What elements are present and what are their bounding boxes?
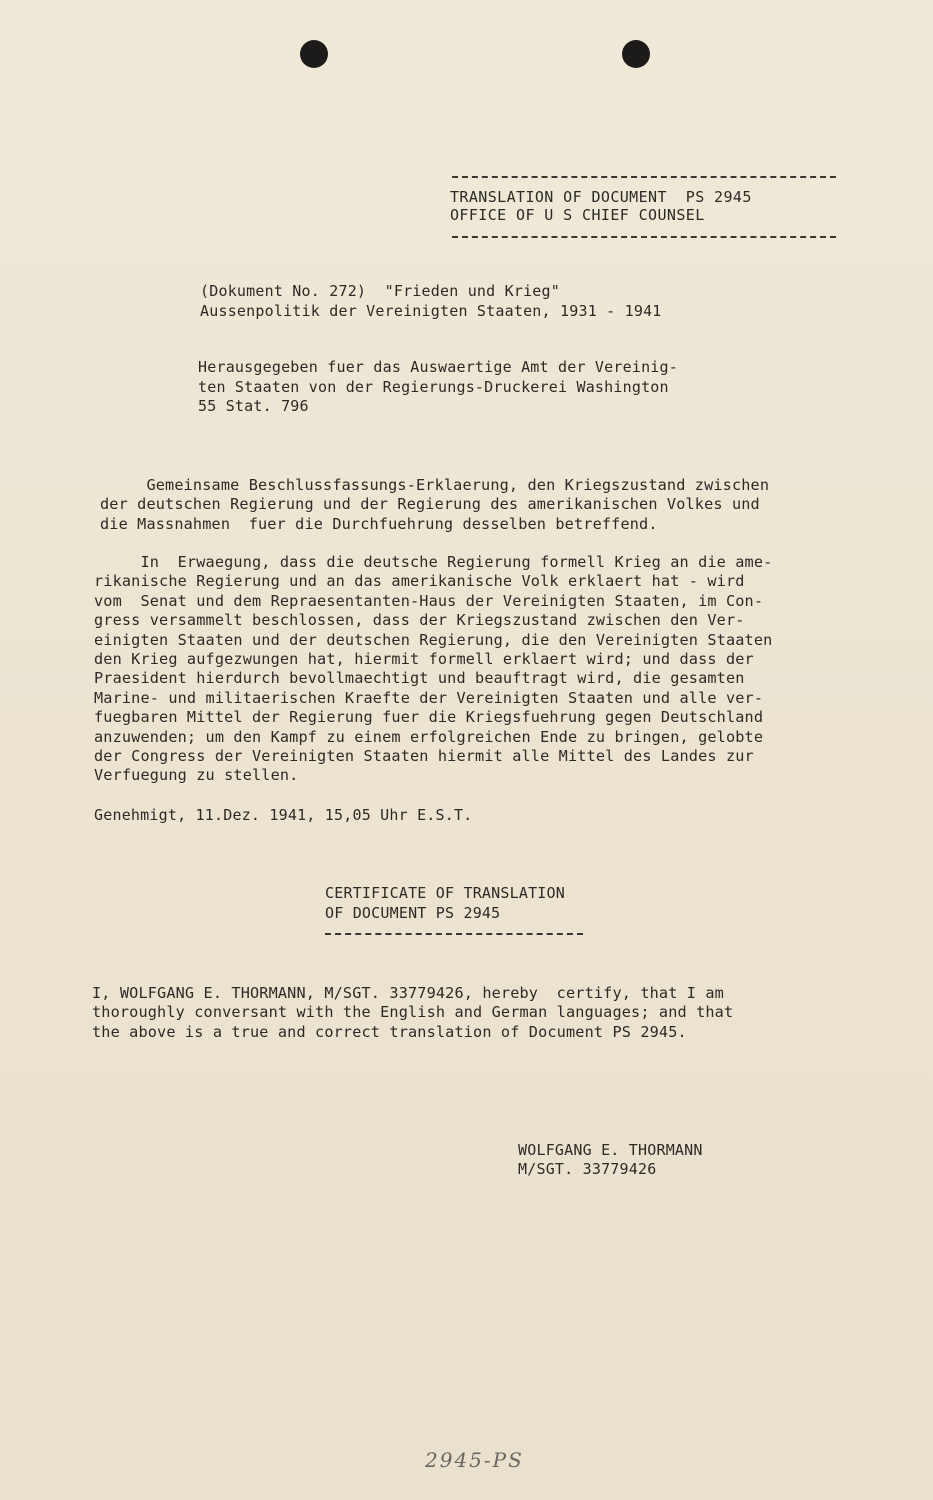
publisher-line-1: Herausgegeben fuer das Auswaertige Amt der Vereinig- [198,358,678,376]
resolution-body [94,553,772,786]
certificate-title: CERTIFICATE OF TRANSLATION [325,884,565,902]
reference-line-2: Aussenpolitik der Vereinigten Staaten, 1931 - 1941 [200,302,662,320]
header-rule-bottom [452,236,836,238]
text-line: anzuwenden; um den Kampf zu einem erfolgreichen Ende zu bringen, gelobte [94,727,764,746]
signature-rank: M/SGT. 33779426 [518,1160,657,1178]
text-line: die Massnahmen fuer die Durchfuehrung desselben betreffend. [100,514,658,533]
certificate-document: OF DOCUMENT PS 2945 [325,904,501,922]
approval-line: Genehmigt, 11.Dez. 1941, 15,05 Uhr E.S.T. [94,806,473,824]
text-line: Verfuegung zu stellen. [94,766,299,785]
text-line: den Krieg aufgezwungen hat, hiermit formell erklaert wird; und dass der [94,650,754,669]
text-line: der deutschen Regierung und der Regierung des amerikanischen Volkes und [100,495,760,514]
handwritten-document-number: 2945-PS [425,1448,524,1472]
header-rule-top [452,176,836,178]
text-line: Marine- und militaerischen Kraefte der Vereinigten Staaten und alle ver- [94,688,764,707]
certificate-rule [325,933,583,935]
text-line: the above is a true and correct translation of Document PS 2945. [92,1022,687,1041]
text-line: gress versammelt beschlossen, dass der Kriegszustand zwischen den Ver- [94,611,745,630]
certificate-body [92,984,733,1042]
text-line: Gemeinsame Beschlussfassungs-Erklaerung, den Kriegszustand zwischen [100,476,770,494]
text-line: rikanische Regierung und an das amerikanische Volk erklaert hat - wird [94,572,745,591]
text-line: der Congress der Vereinigten Staaten hiermit alle Mittel des Landes zur [94,747,754,766]
signature-name: WOLFGANG E. THORMANN [518,1141,703,1159]
resolution-title [100,476,769,534]
text-line: einigten Staaten und der deutschen Regierung, die den Vereinigten Staaten [94,630,773,649]
header-office: OFFICE OF U S CHIEF COUNSEL [450,206,705,224]
punch-hole-right [622,40,650,68]
text-line: In Erwaegung, dass die deutsche Regierung formell Krieg an die ame- [94,553,773,571]
publisher-line-3: 55 Stat. 796 [198,397,309,415]
text-line: fuegbaren Mittel der Regierung fuer die Kriegsfuehrung gegen Deutschland [94,708,764,727]
punch-hole-left [300,40,328,68]
text-line: vom Senat und dem Repraesentanten-Haus der Vereinigten Staaten, im Con- [94,591,764,610]
header-title: TRANSLATION OF DOCUMENT PS 2945 [450,188,752,206]
text-line: Praesident hierdurch bevollmaechtigt und beauftragt wird, die gesamten [94,669,745,688]
publisher-line-2: ten Staaten von der Regierungs-Druckerei Washington [198,378,669,396]
text-line: thoroughly conversant with the English and German languages; and that [92,1003,734,1022]
text-line: I, WOLFGANG E. THORMANN, M/SGT. 33779426, hereby certify, that I am [92,984,724,1002]
reference-line-1: (Dokument No. 272) "Frieden und Krieg" [200,282,560,300]
